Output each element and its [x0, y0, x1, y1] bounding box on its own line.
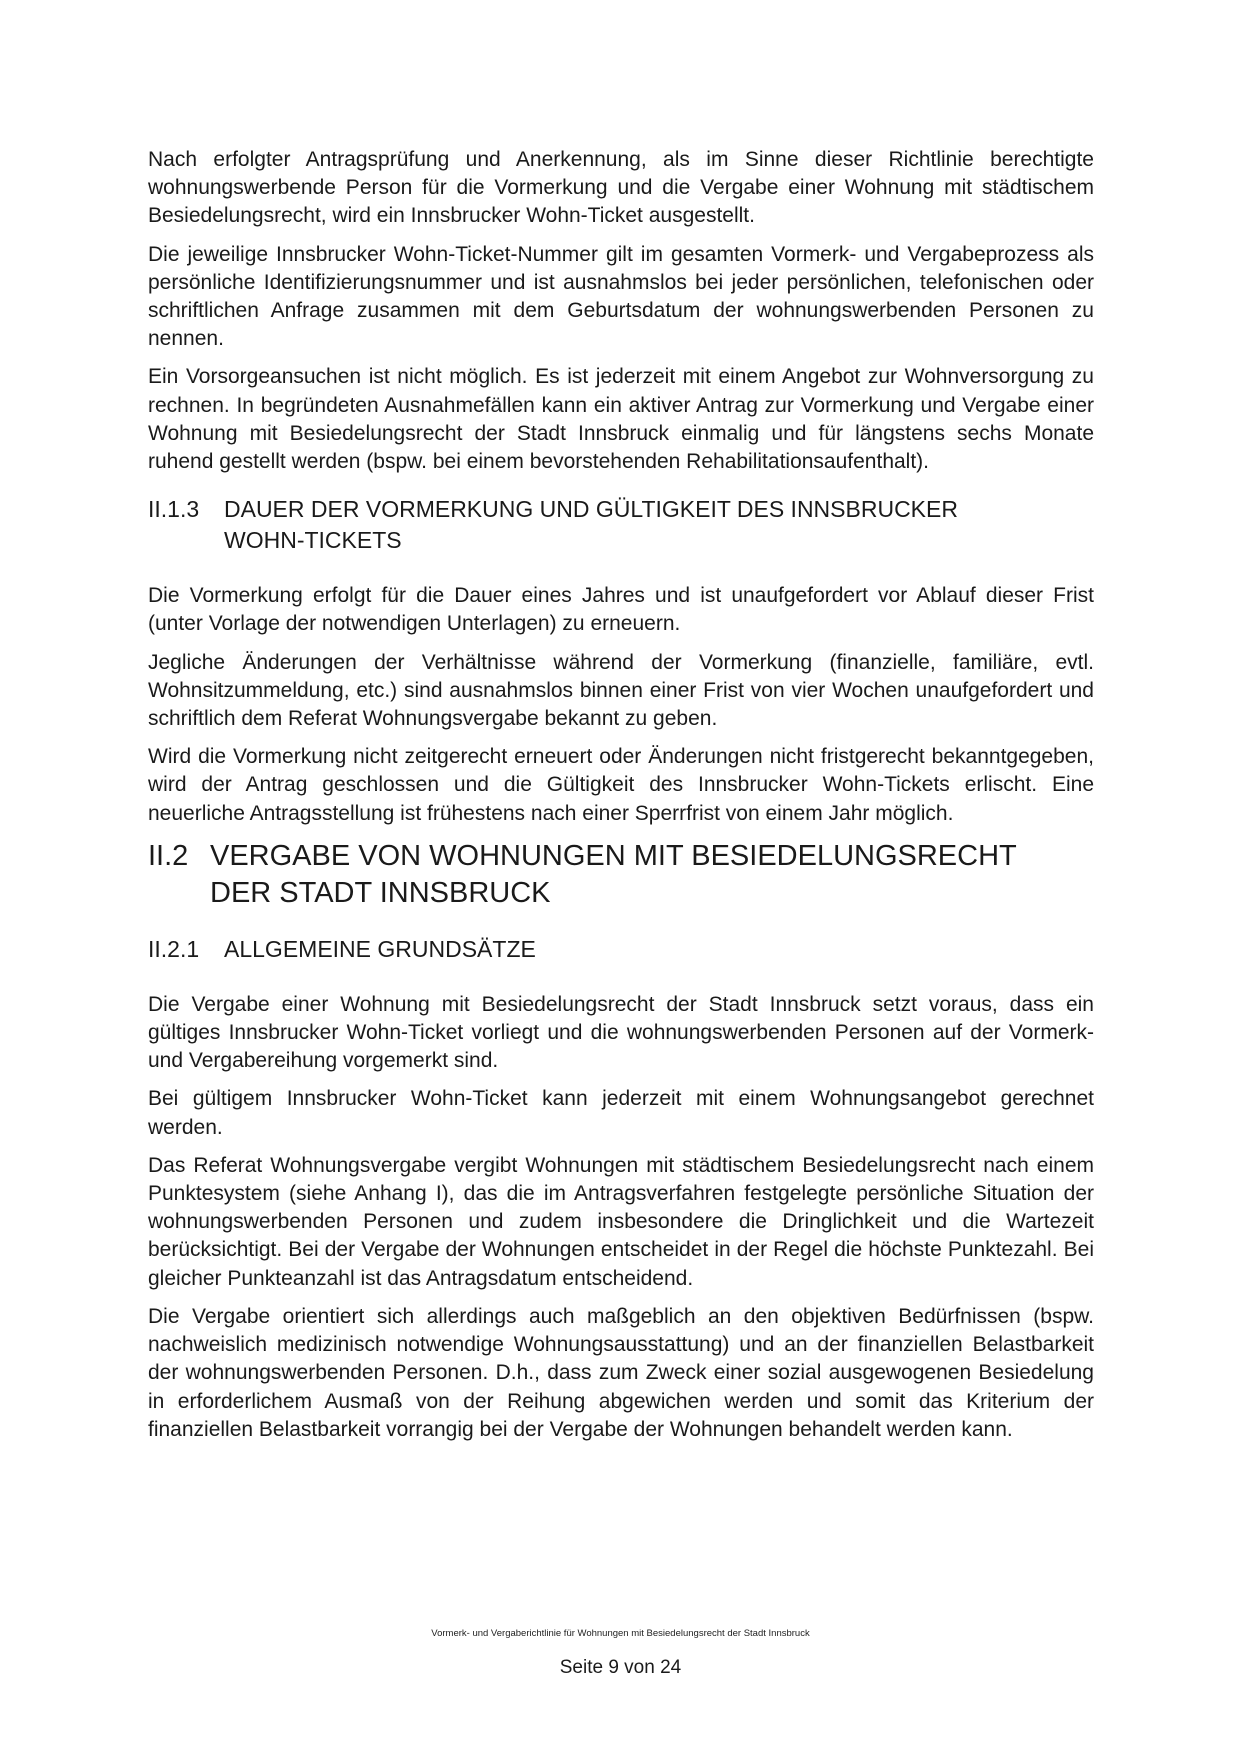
- section-title-line: DAUER DER VORMERKUNG UND GÜLTIGKEIT DES INNSBRUCKER: [224, 496, 958, 523]
- paragraph: Nach erfolgter Antragsprüfung und Anerkennung, als im Sinne dieser Richtlinie berechtigte wohnungswerbende Person für die Vormerkung und die Vergabe einer Wohnung mit städtischem Besiedelungsrecht, wird ein Innsbrucker Wohn-Ticket ausgestellt.: [148, 148, 1094, 228]
- section-title-line: WOHN-TICKETS: [224, 527, 402, 554]
- section-heading-ii-2-1: [148, 934, 1094, 965]
- page-body: [148, 146, 1094, 1454]
- paragraph: Wird die Vormerkung nicht zeitgerecht erneuert oder Änderungen nicht fristgerecht bekanntgegeben, wird der Antrag geschlossen und die Gültigkeit des Innsbrucker Wohn-Tickets erlischt. Eine neuerliche Antragsstellung ist frühestens nach einer Sperrfrist von einem Jahr möglich.: [148, 745, 1094, 825]
- section-title-line: DER STADT INNSBRUCK: [210, 876, 551, 909]
- footer-page-number: Seite 9 von 24: [559, 1657, 682, 1678]
- section-title: ALLGEMEINE GRUNDSÄTZE: [224, 935, 536, 962]
- section-number: II.1.3: [148, 496, 200, 523]
- section-number: II.2.1: [148, 935, 200, 962]
- section-number: II.2: [148, 839, 189, 872]
- footer-document-title: Vormerk- und Vergaberichtlinie für Wohnungen mit Besiedelungsrecht der Stadt Innsbruck: [431, 1628, 810, 1639]
- section-title: [224, 494, 1094, 556]
- section-heading-ii-1-3: [148, 494, 1094, 556]
- paragraph: Jegliche Änderungen der Verhältnisse während der Vormerkung (finanzielle, familiäre, evtl. Wohnsitzummeldung, etc.) sind ausnahmslos binnen einer Frist von vier Wochen unaufgefordert und schriftlich dem Referat Wohnungsvergabe bekannt zu geben.: [148, 650, 1094, 731]
- paragraph: Die Vergabe orientiert sich allerdings auch maßgeblich an den objektiven Bedürfnissen (bspw. nachweislich medizinisch notwendige Wohnungsausstattung) und an der finanziellen Belastbarkeit der wohnungswerbenden Personen. D.h., dass zum Zweck einer sozial ausgewogenen Besiedelung in erforderlichem Ausmaß von der Reihung abgewichen werden und somit das Kriterium der finanziellen Belastbarkeit vorrangig bei der Vergabe der Wohnungen behandelt werden kann.: [148, 1304, 1094, 1441]
- paragraph: Das Referat Wohnungsvergabe vergibt Wohnungen mit städtischem Besiedelungsrecht nach einem Punktesystem (siehe Anhang I), das die im Antragsverfahren festgelegte persönliche Situation der wohnungswerbenden Personen und zudem insbesondere die Dringlichkeit und die Wartezeit berücksichtigt. Bei der Vergabe der Wohnungen entscheidet in der Regel die höchste Punktezahl. Bei gleicher Punkteanzahl ist das Antragsdatum entscheidend.: [148, 1153, 1094, 1290]
- paragraph: Die Vormerkung erfolgt für die Dauer eines Jahres und ist unaufgefordert vor Ablauf dieser Frist (unter Vorlage der notwendigen Unterlagen) zu erneuern.: [148, 584, 1094, 636]
- paragraph: Ein Vorsorgeansuchen ist nicht möglich. Es ist jederzeit mit einem Angebot zur Wohnversorgung zu rechnen. In begründeten Ausnahmefällen kann ein aktiver Antrag zur Vormerkung und Vergabe einer Wohnung mit Besiedelungsrecht der Stadt Innsbruck einmalig und für längstens sechs Monate ruhend gestellt werden (bspw. bei einem bevorstehenden Rehabilitationsaufenthalt).: [148, 365, 1094, 474]
- paragraph: Die Vergabe einer Wohnung mit Besiedelungsrecht der Stadt Innsbruck setzt voraus, dass ein gültiges Innsbrucker Wohn-Ticket vorliegt und die wohnungswerbenden Personen auf der Vormerk- und Vergabereihung vorgemerkt sind.: [148, 992, 1094, 1073]
- section-heading-ii-2: [148, 838, 1094, 912]
- section-title: [210, 838, 1094, 912]
- section-title-line: VERGABE VON WOHNUNGEN MIT BESIEDELUNGSRECHT: [210, 839, 1017, 872]
- paragraph: Bei gültigem Innsbrucker Wohn-Ticket kann jederzeit mit einem Wohnungsangebot gerechnet werden.: [148, 1087, 1094, 1139]
- paragraph: Die jeweilige Innsbrucker Wohn-Ticket-Nummer gilt im gesamten Vormerk- und Vergabeprozess als persönliche Identifizierungsnummer und ist ausnahmslos bei jeder persönlichen, telefonischen oder schriftlichen Anfrage zusammen mit dem Geburtsdatum der wohnungswerbenden Personen zu nennen.: [148, 242, 1094, 351]
